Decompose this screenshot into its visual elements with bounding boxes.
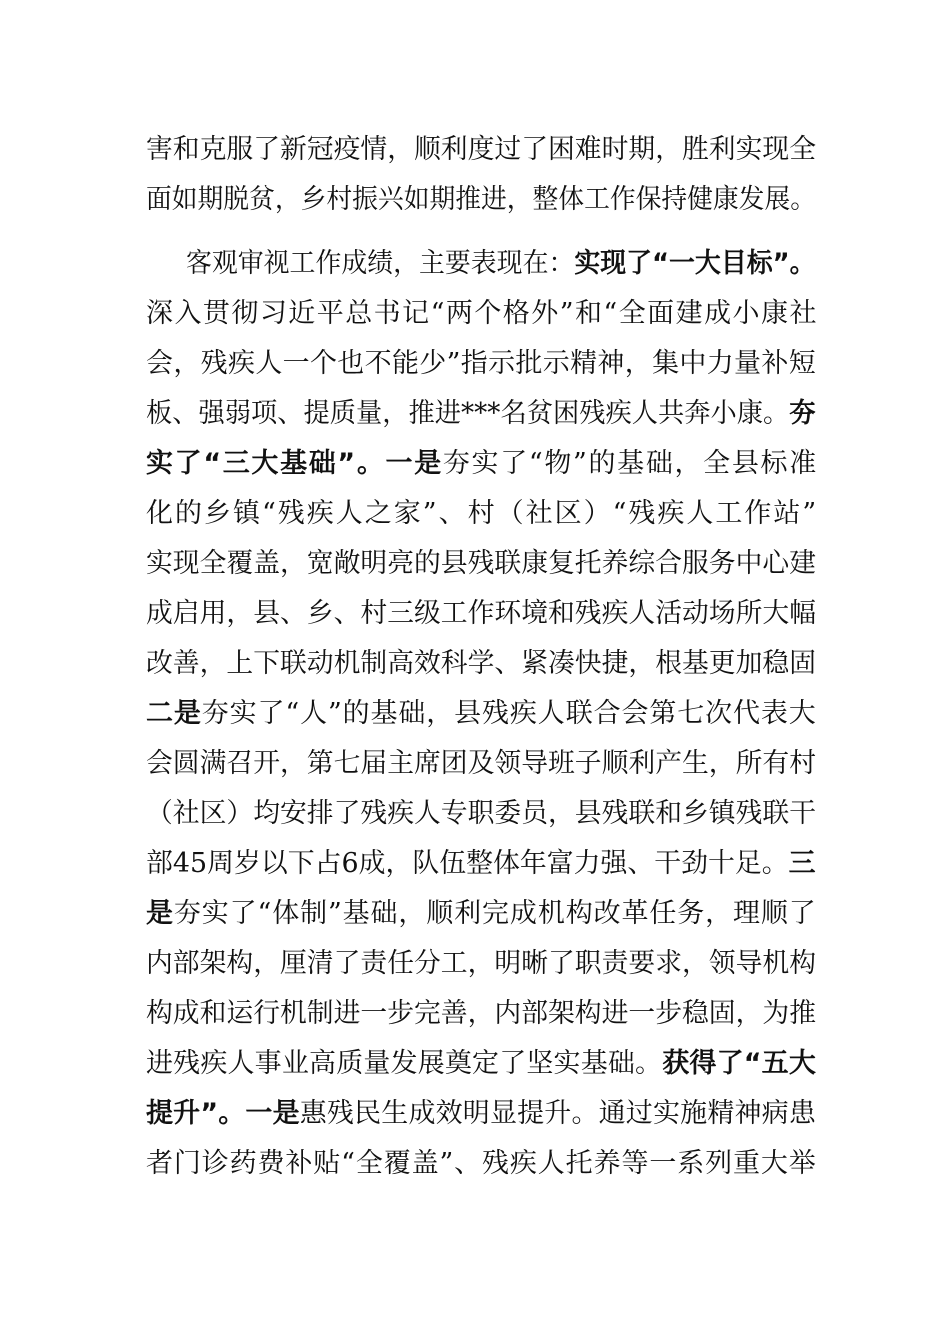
body-text-segment: 成启用，县、乡、村三级工作环境和残疾人活动场所大幅 [146, 598, 817, 629]
text-line [146, 739, 816, 789]
text-line [146, 489, 818, 539]
text-line [146, 339, 816, 389]
body-text-segment: 化的乡镇“残疾人之家”、村（社区）“残疾人工作站” [146, 498, 819, 529]
text-line [146, 689, 817, 739]
body-text-segment: 夯实了“体制”基础，顺利完成机构改革任务，理顺了 [173, 898, 817, 929]
text-line [146, 989, 816, 1039]
text-line [146, 289, 818, 339]
bold-heading-text: 夯 [789, 398, 816, 429]
text-line [146, 789, 816, 839]
body-text-segment: 深入贯彻习近平总书记“两个格外”和“全面建成小康社 [146, 298, 818, 329]
bold-heading-text: 获得了“五大 [662, 1048, 816, 1079]
body-text-segment: 构成和运行机制进一步完善，内部架构进一步稳固，为推 [146, 998, 817, 1029]
text-line [146, 589, 816, 639]
body-text-segment: 害和克服了新冠疫情，顺利度过了困难时期，胜利实现全 [146, 134, 817, 165]
bold-heading-text: 是 [146, 898, 174, 929]
text-line [146, 539, 816, 589]
text-line [146, 1039, 816, 1089]
text-line [146, 125, 816, 175]
text-line [146, 1089, 816, 1139]
body-text-segment: 会，残疾人一个也不能少”指示批示精神，集中力量补短 [146, 348, 817, 379]
body-text-segment: 进残疾人事业高质量发展奠定了坚实基础。 [146, 1048, 663, 1079]
text-line [146, 939, 816, 989]
body-text-segment: 实现全覆盖，宽敞明亮的县残联康复托养综合服务中心建 [146, 548, 817, 579]
body-text-segment: 内部架构，厘清了责任分工，明晰了职责要求，领导机构 [146, 948, 817, 979]
text-line [146, 889, 817, 939]
text-line [186, 239, 816, 289]
body-text-segment: （社区）均安排了残疾人专职委员，县残联和乡镇残联干 [146, 798, 817, 829]
body-text-segment: 板、强弱项、提质量，推进***名贫困残疾人共奔小康。 [146, 398, 790, 429]
bold-heading-text: 实了“三大基础”。一是 [146, 448, 443, 479]
body-text-segment: 夯实了“人”的基础，县残疾人联合会第七次代表大 [201, 698, 817, 729]
text-line [146, 439, 818, 489]
body-text-segment: 会圆满召开，第七届主席团及领导班子顺利产生，所有村 [146, 748, 817, 779]
bold-heading-text: 提升”。一是 [146, 1098, 300, 1129]
text-line [146, 1139, 817, 1189]
text-line [146, 839, 816, 889]
bold-heading-text: 二是 [146, 698, 202, 729]
bold-heading-text: 实现了“一大目标”。 [574, 248, 816, 279]
bold-heading-text: 三 [788, 848, 816, 879]
body-text-segment: 惠残民生成效明显提升。通过实施精神病患 [299, 1098, 816, 1129]
text-line [146, 639, 816, 689]
text-line [146, 389, 815, 439]
text-line [146, 175, 816, 225]
body-text-segment: 客观审视工作成绩，主要表现在： [186, 248, 575, 279]
body-text-segment: 面如期脱贫，乡村振兴如期推进，整体工作保持健康发展。 [146, 184, 816, 215]
body-text-segment: 改善，上下联动机制高效科学、紧凑快捷，根基更加稳固 [146, 648, 817, 679]
body-text-segment: 夯实了“物”的基础，全县标准 [442, 448, 818, 479]
body-text-segment: 者门诊药费补贴“全覆盖”、残疾人托养等一系列重大举 [146, 1148, 817, 1179]
body-text-segment: 部45周岁以下占6成，队伍整体年富力强、干劲十足。 [146, 848, 789, 879]
